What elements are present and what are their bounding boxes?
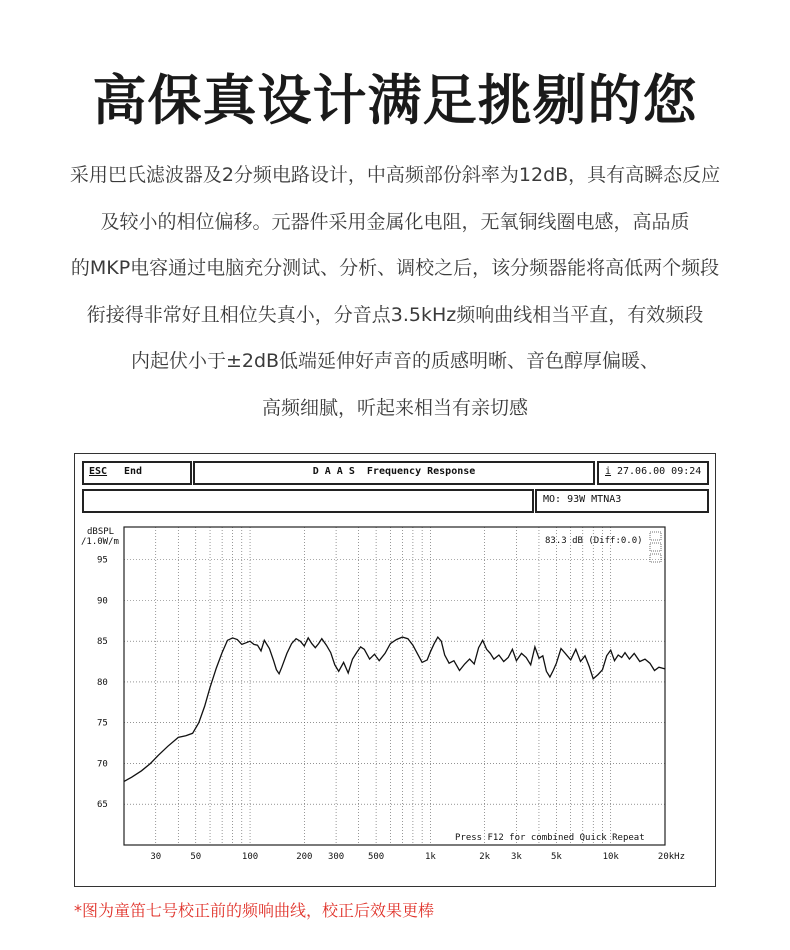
timestamp-box — [597, 461, 709, 485]
daas-title-box — [193, 461, 595, 485]
timestamp: 27.06.00 09:24 — [617, 466, 702, 477]
x-tick-label: 30 — [150, 852, 162, 862]
esc-key: ESC — [89, 466, 108, 477]
y-tick-label: 65 — [97, 800, 108, 811]
paragraph-line: 采用巴氏滤波器及2分频电路设计，中高频部份斜率为12dB，具有高瞬态反应 — [69, 164, 721, 186]
description-paragraph — [0, 152, 790, 431]
esc-end-box — [82, 461, 192, 485]
esc-action: End — [124, 466, 143, 477]
footnote: *图为童笛七号校正前的频响曲线，校正后效果更棒 — [74, 901, 435, 920]
y-axis-label-line2: /1.0W/m — [81, 537, 119, 547]
x-tick-label: 200 — [296, 852, 313, 862]
paragraph-line: 的MKP电容通过电脑充分测试、分析、调校之后，该分频器能将高低两个频段 — [70, 257, 720, 279]
paragraph-line: 高频细腻，听起来相当有亲切感 — [261, 396, 528, 419]
y-tick-label: 95 — [97, 555, 108, 566]
y-tick-label: 70 — [97, 759, 108, 770]
y-tick-label: 90 — [97, 596, 108, 607]
y-tick-label: 75 — [97, 718, 108, 729]
x-tick-label: 20kHz — [657, 852, 685, 862]
measurement-label: MO: 93W MTNA3 — [543, 494, 622, 505]
paragraph-line: 及较小的相位偏移。元器件采用金属化电阻，无氧铜线圈电感，高品质 — [100, 210, 690, 233]
y-tick-label: 85 — [97, 637, 108, 648]
y-axis-label-line1: dBSPL — [87, 527, 115, 537]
x-tick-label: 2k — [479, 852, 491, 862]
frequency-response-chart — [75, 516, 715, 884]
y-tick-label: 80 — [97, 677, 108, 688]
paragraph-line: 衔接得非常好且相位失真小，分音点3.5kHz频响曲线相当平直，有效频段 — [86, 303, 704, 326]
x-tick-label: 100 — [241, 852, 259, 862]
side-markers — [650, 532, 661, 562]
plot-border — [124, 527, 665, 845]
headline: 高保真设计满足挑剔的您 — [92, 69, 698, 132]
info-key: i — [605, 466, 612, 477]
x-tick-label: 10k — [602, 852, 619, 862]
daas-title: D A A S Frequency Response — [312, 466, 476, 477]
measurement-box — [535, 489, 709, 513]
dB-readout: 83.3 dB (Diff:0.0) — [545, 536, 643, 546]
x-tick-label: 5k — [551, 852, 562, 862]
x-tick-label: 3k — [510, 852, 522, 862]
quick-repeat-note: Press F12 for combined Quick Repeat — [455, 833, 645, 843]
chart-grid — [124, 527, 665, 845]
x-tick-label: 300 — [327, 852, 345, 862]
x-tick-label: 500 — [367, 852, 385, 862]
x-tick-label: 50 — [190, 852, 202, 862]
response-curve — [124, 637, 665, 781]
empty-info-box — [82, 489, 534, 513]
daas-screenshot — [74, 453, 716, 887]
paragraph-line: 内起伏小于±2dB低端延伸好声音的质感明晰、音色醇厚偏暖、 — [130, 350, 660, 372]
x-tick-label: 1k — [424, 852, 436, 862]
